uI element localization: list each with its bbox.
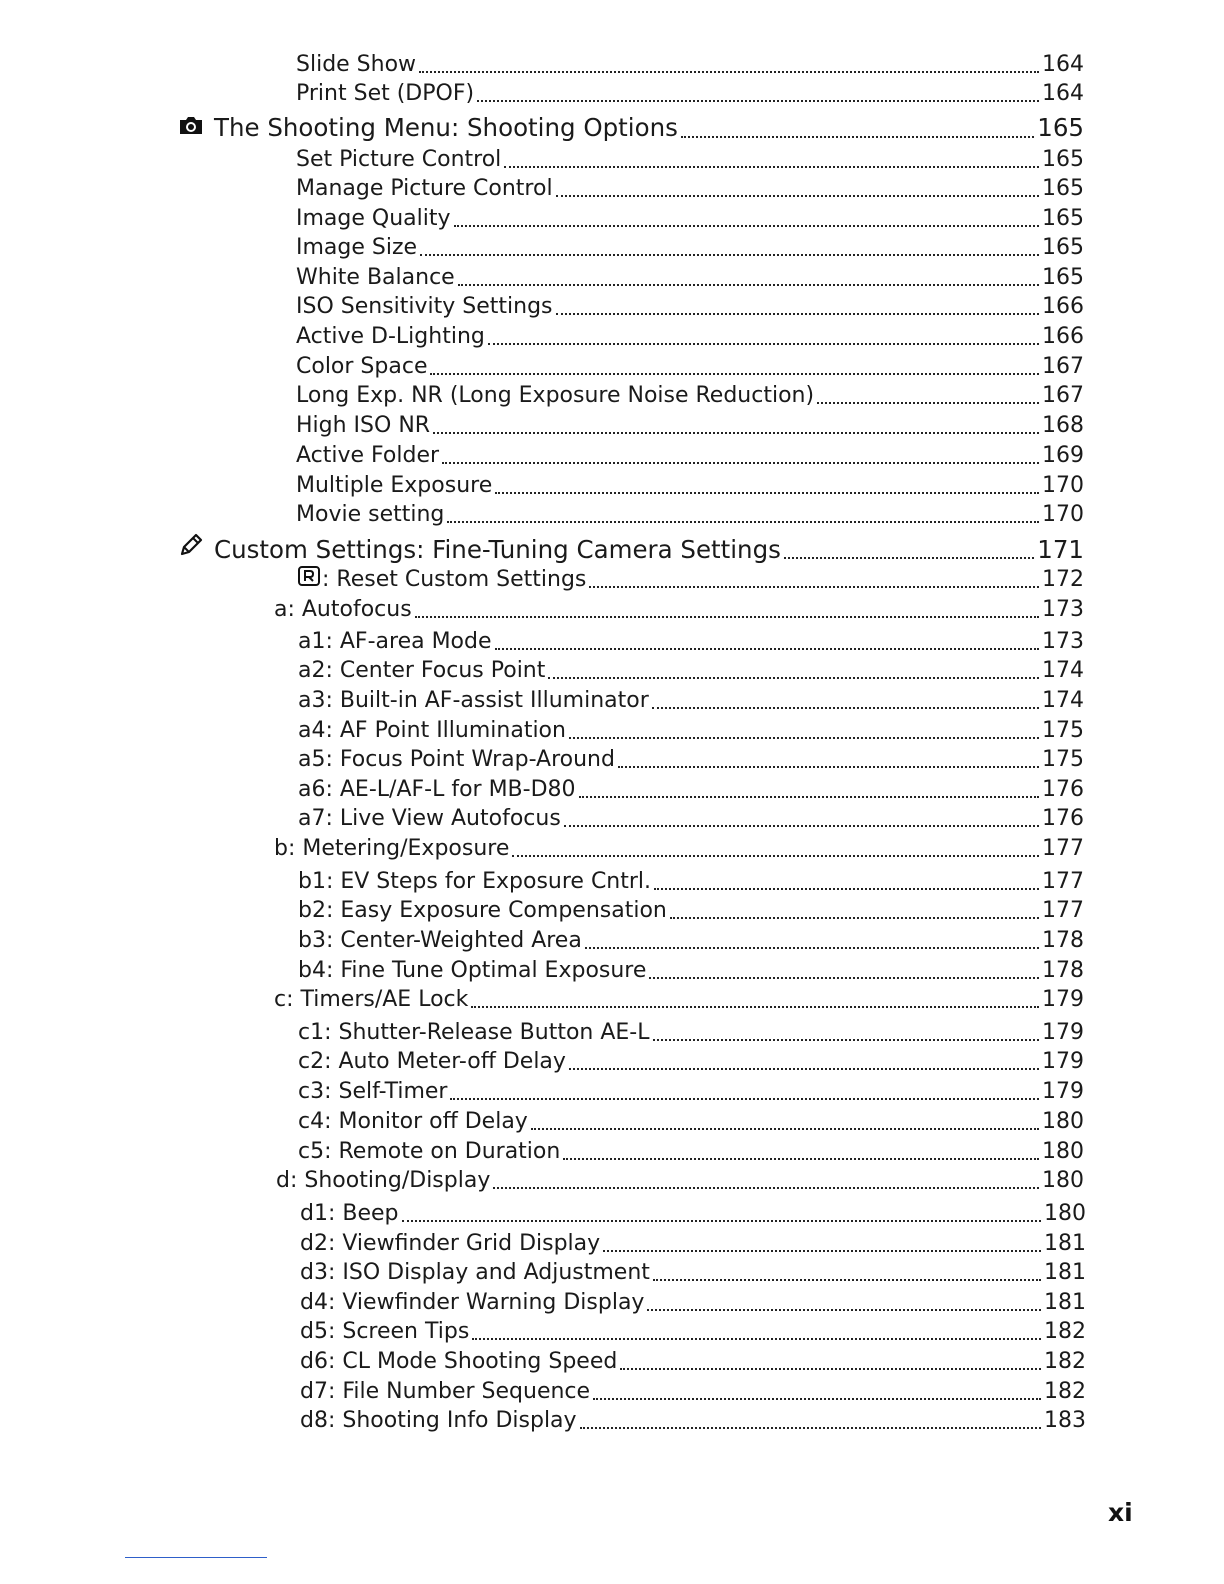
dot-leader <box>402 1220 1042 1222</box>
toc-label: Print Set (DPOF) <box>296 81 475 106</box>
toc-label: Manage Picture Control <box>296 176 553 201</box>
dot-leader <box>419 71 1039 73</box>
dot-leader <box>564 825 1039 827</box>
toc-entry[interactable] <box>298 716 1084 746</box>
footer-rule <box>125 1557 267 1558</box>
dot-leader <box>569 1068 1039 1070</box>
toc-entry[interactable] <box>300 1347 1086 1377</box>
dot-leader <box>620 1368 1041 1370</box>
toc-page: 176 <box>1042 777 1084 802</box>
toc-entry[interactable] <box>298 656 1084 686</box>
toc-entry[interactable] <box>298 1047 1084 1077</box>
toc-page: 179 <box>1042 1020 1084 1045</box>
toc-label: a1: AF-area Mode <box>298 629 492 654</box>
toc-label: Active Folder <box>296 443 440 468</box>
toc-label: d1: Beep <box>300 1201 399 1226</box>
dot-leader <box>495 492 1039 494</box>
dot-leader <box>603 1250 1041 1252</box>
dot-leader <box>430 373 1039 375</box>
dot-leader <box>531 1128 1039 1130</box>
dot-leader <box>784 557 1034 559</box>
toc-page: 174 <box>1042 658 1084 683</box>
toc-entry[interactable] <box>298 627 1084 657</box>
dot-leader <box>420 254 1039 256</box>
toc-label: d8: Shooting Info Display <box>300 1408 577 1433</box>
toc-label: d5: Screen Tips <box>300 1319 470 1344</box>
toc-page: 173 <box>1042 629 1084 654</box>
toc-entry[interactable] <box>274 985 1084 1015</box>
toc-label: b4: Fine Tune Optimal Exposure <box>298 958 647 983</box>
toc-entry[interactable] <box>298 1077 1084 1107</box>
dot-leader <box>415 616 1039 618</box>
dot-leader <box>618 766 1039 768</box>
toc-label: c4: Monitor off Delay <box>298 1109 528 1134</box>
toc-entry[interactable] <box>300 1288 1086 1318</box>
toc-label: d2: Viewfinder Grid Display <box>300 1231 601 1256</box>
toc-page: 180 <box>1044 1201 1086 1226</box>
dot-leader <box>670 917 1039 919</box>
toc-page: 178 <box>1042 928 1084 953</box>
toc-page: 170 <box>1042 502 1084 527</box>
dot-leader <box>458 284 1039 286</box>
toc-label: Image Quality <box>296 206 451 231</box>
dot-leader <box>450 1098 1039 1100</box>
dot-leader <box>495 648 1039 650</box>
toc-label: d3: ISO Display and Adjustment <box>300 1260 650 1285</box>
toc-entry[interactable] <box>298 1107 1084 1137</box>
toc-label: The Shooting Menu: Shooting Options <box>214 113 678 142</box>
toc-entry[interactable] <box>300 1199 1086 1229</box>
dot-leader <box>585 947 1039 949</box>
toc-label: d6: CL Mode Shooting Speed <box>300 1349 618 1374</box>
toc-page: 168 <box>1042 413 1084 438</box>
dot-leader <box>504 166 1039 168</box>
dot-leader <box>477 100 1039 102</box>
toc-label: b: Metering/Exposure <box>274 836 510 861</box>
toc-page: 177 <box>1042 898 1084 923</box>
dot-leader <box>556 195 1039 197</box>
toc-label: a5: Focus Point Wrap-Around <box>298 747 615 772</box>
toc-entry[interactable] <box>274 595 1084 625</box>
toc-page: 179 <box>1042 1049 1084 1074</box>
toc-entry[interactable] <box>298 956 1084 986</box>
toc-entry[interactable] <box>300 1258 1086 1288</box>
toc-entry[interactable] <box>298 867 1084 897</box>
toc-page: 173 <box>1042 597 1084 622</box>
toc-entry[interactable] <box>296 471 1084 501</box>
dot-leader <box>579 796 1039 798</box>
dot-leader <box>653 1039 1040 1041</box>
toc-entry[interactable] <box>300 1406 1086 1436</box>
toc-entry[interactable] <box>296 79 1084 109</box>
toc-entry[interactable] <box>296 381 1084 411</box>
toc-label: d: Shooting/Display <box>276 1168 491 1193</box>
toc-label: c5: Remote on Duration <box>298 1139 561 1164</box>
dot-leader <box>454 225 1039 227</box>
dot-leader <box>593 1398 1041 1400</box>
dot-leader <box>433 432 1039 434</box>
dot-leader <box>652 707 1039 709</box>
toc-label: b1: EV Steps for Exposure Cntrl. <box>298 869 652 894</box>
toc-entry[interactable] <box>296 145 1084 175</box>
toc-entry[interactable] <box>296 322 1084 352</box>
toc-page: 174 <box>1042 688 1084 713</box>
toc-page: 171 <box>1037 535 1084 564</box>
toc-page: 166 <box>1042 324 1084 349</box>
toc-page: 172 <box>1042 567 1084 592</box>
toc-label: d4: Viewfinder Warning Display <box>300 1290 645 1315</box>
toc-entry[interactable] <box>274 834 1084 864</box>
toc-label: a7: Live View Autofocus <box>298 806 561 831</box>
toc-label: Set Picture Control <box>296 147 502 172</box>
toc-page: 175 <box>1042 718 1084 743</box>
toc-label: Color Space <box>296 354 428 379</box>
dot-leader <box>653 1279 1041 1281</box>
toc-page: 169 <box>1042 443 1084 468</box>
toc-page: 179 <box>1042 987 1084 1012</box>
toc-section-heading[interactable] <box>178 532 1084 566</box>
toc-page: 166 <box>1042 294 1084 319</box>
dot-leader <box>681 136 1034 138</box>
toc-entry[interactable] <box>298 565 1084 595</box>
dot-leader <box>512 855 1039 857</box>
toc-section-heading[interactable] <box>178 111 1084 145</box>
toc-page: 178 <box>1042 958 1084 983</box>
toc-entry[interactable] <box>298 804 1084 834</box>
toc-label: b2: Easy Exposure Compensation <box>298 898 667 923</box>
toc-label: c1: Shutter-Release Button AE-L <box>298 1020 650 1045</box>
toc-page: 181 <box>1044 1290 1086 1315</box>
toc-page: 167 <box>1042 354 1084 379</box>
toc-entry[interactable] <box>296 352 1084 382</box>
page-number: xi <box>1108 1498 1133 1527</box>
toc-label: Movie setting <box>296 502 445 527</box>
toc-page: 177 <box>1042 836 1084 861</box>
toc-entry[interactable] <box>296 292 1084 322</box>
toc-entry[interactable] <box>296 233 1084 263</box>
dot-leader <box>556 313 1039 315</box>
toc-entry[interactable] <box>300 1317 1086 1347</box>
toc-label: b3: Center-Weighted Area <box>298 928 582 953</box>
toc-page: 180 <box>1042 1109 1084 1134</box>
toc-label: High ISO NR <box>296 413 431 438</box>
dot-leader <box>471 1006 1039 1008</box>
toc-page: 182 <box>1044 1319 1086 1344</box>
dot-leader <box>488 343 1039 345</box>
toc-entry[interactable] <box>296 50 1084 80</box>
dot-leader <box>649 977 1039 979</box>
toc-page: 176 <box>1042 806 1084 831</box>
toc-entry[interactable] <box>296 500 1084 530</box>
toc-entry[interactable] <box>300 1229 1086 1259</box>
toc-page: 182 <box>1044 1379 1086 1404</box>
toc-page: 165 <box>1042 235 1084 260</box>
toc-page: 165 <box>1042 265 1084 290</box>
toc-label: d7: File Number Sequence <box>300 1379 591 1404</box>
toc-entry[interactable] <box>296 204 1084 234</box>
toc-page: 177 <box>1042 869 1084 894</box>
toc-page: 181 <box>1044 1260 1086 1285</box>
toc-label: Long Exp. NR (Long Exposure Noise Reduction) <box>296 383 815 408</box>
toc-label: a6: AE-L/AF-L for MB-D80 <box>298 777 576 802</box>
toc-entry[interactable] <box>276 1166 1084 1196</box>
toc-page: 179 <box>1042 1079 1084 1104</box>
toc-label: Slide Show <box>296 52 417 77</box>
pencil-icon <box>178 532 204 567</box>
toc-label: : Reset Custom Settings <box>322 567 587 592</box>
toc-label: a3: Built-in AF-assist Illuminator <box>298 688 649 713</box>
dot-leader <box>548 677 1039 679</box>
toc-page: 180 <box>1042 1139 1084 1164</box>
camera-icon <box>178 111 204 145</box>
toc-page: 165 <box>1042 206 1084 231</box>
toc-entry[interactable] <box>298 926 1084 956</box>
toc-entry[interactable] <box>296 263 1084 293</box>
toc-label: c3: Self-Timer <box>298 1079 448 1104</box>
toc-label: White Balance <box>296 265 455 290</box>
toc-page: 183 <box>1044 1408 1086 1433</box>
toc-label: c2: Auto Meter-off Delay <box>298 1049 566 1074</box>
toc-label: ISO Sensitivity Settings <box>296 294 553 319</box>
reset-r-icon <box>298 565 322 595</box>
toc-page: 165 <box>1042 176 1084 201</box>
toc-page: 180 <box>1042 1168 1084 1193</box>
dot-leader <box>817 402 1039 404</box>
toc-label: Custom Settings: Fine-Tuning Camera Settings <box>214 535 781 564</box>
toc-label: Multiple Exposure <box>296 473 493 498</box>
toc-entry[interactable] <box>296 441 1084 471</box>
dot-leader <box>563 1158 1039 1160</box>
toc-label: Active D-Lighting <box>296 324 485 349</box>
toc-entry[interactable] <box>298 745 1084 775</box>
toc-page: 182 <box>1044 1349 1086 1374</box>
toc-entry[interactable] <box>298 1137 1084 1167</box>
toc-page: 181 <box>1044 1231 1086 1256</box>
dot-leader <box>589 586 1039 588</box>
dot-leader <box>580 1427 1041 1429</box>
dot-leader <box>447 521 1039 523</box>
toc-page: 165 <box>1042 147 1084 172</box>
dot-leader <box>493 1187 1039 1189</box>
toc-label: a: Autofocus <box>274 597 412 622</box>
dot-leader <box>442 462 1039 464</box>
toc-entry[interactable] <box>298 1018 1084 1048</box>
dot-leader <box>472 1338 1041 1340</box>
toc-label: a2: Center Focus Point <box>298 658 546 683</box>
toc-label: c: Timers/AE Lock <box>274 987 469 1012</box>
dot-leader <box>569 737 1039 739</box>
toc-entry[interactable] <box>296 411 1084 441</box>
toc-page: 167 <box>1042 383 1084 408</box>
toc-page: 170 <box>1042 473 1084 498</box>
toc-label: a4: AF Point Illumination <box>298 718 566 743</box>
toc-page: 164 <box>1042 52 1084 77</box>
toc-entry[interactable] <box>298 775 1084 805</box>
dot-leader <box>654 888 1039 890</box>
toc-label: Image Size <box>296 235 418 260</box>
toc-entry[interactable] <box>298 686 1084 716</box>
toc-page: 175 <box>1042 747 1084 772</box>
toc-page: 164 <box>1042 81 1084 106</box>
toc-entry[interactable] <box>298 896 1084 926</box>
toc-entry[interactable] <box>296 174 1084 204</box>
dot-leader <box>647 1309 1041 1311</box>
toc-entry[interactable] <box>300 1377 1086 1407</box>
toc-page: 165 <box>1037 113 1084 142</box>
